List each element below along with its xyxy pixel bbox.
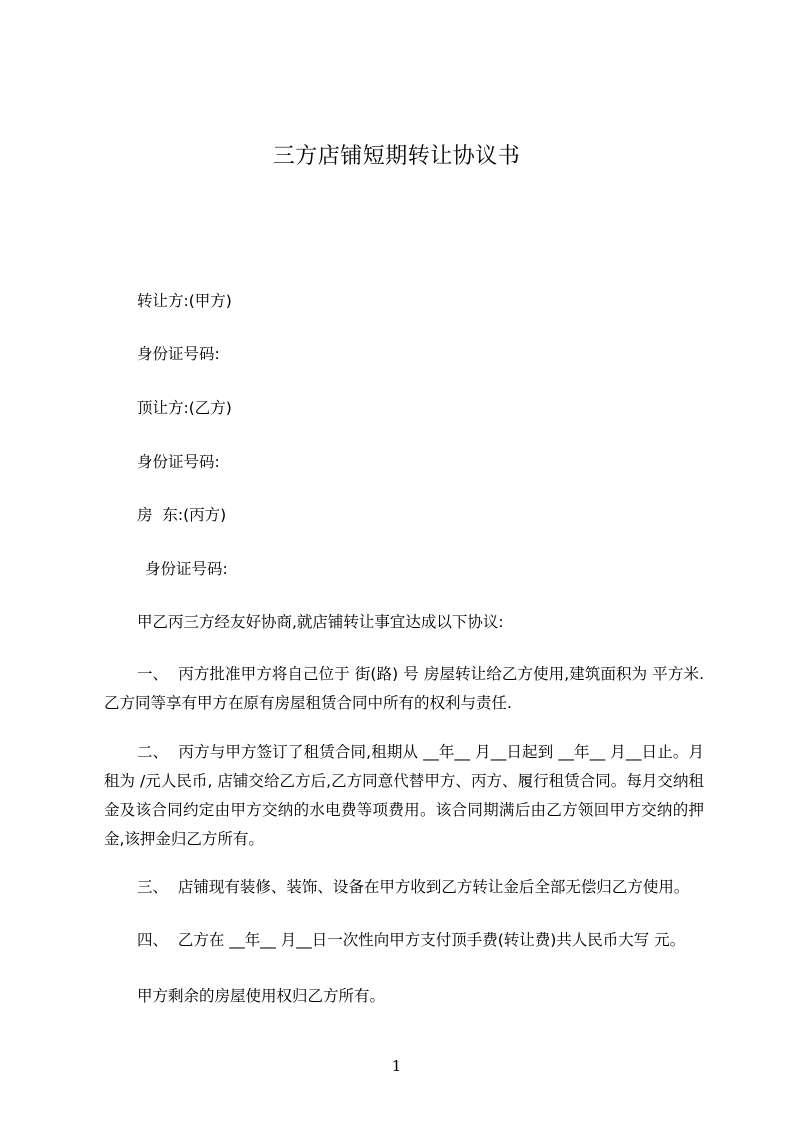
transferor-id-label: 身份证号码:: [137, 345, 220, 363]
clause-1: 一、 丙方批准甲方将自己位于 街(路) 号 房屋转让给乙方使用,建筑面积为 平方米.乙方同等享有甲方在原有房屋租赁合同中所有的权利与责任.: [104, 665, 704, 712]
document-title: 三方店铺短期转让协议书: [272, 144, 521, 169]
landlord-id-label: 身份证号码:: [145, 560, 228, 578]
landlord-label: 房 东:(丙方): [137, 506, 227, 524]
clause-4: 四、 乙方在 __年__ 月__日一次性向甲方支付顶手费(转让费)共人民币大写 元。: [137, 931, 686, 949]
page-number: 1: [391, 1057, 402, 1075]
closing-text: 甲方剩余的房屋使用权归乙方所有。: [137, 987, 386, 1005]
clause-3: 三、 店铺现有装修、装饰、设备在甲方收到乙方转让金后全部无偿归乙方使用。: [137, 878, 690, 896]
transferee-label: 顶让方:(乙方): [137, 399, 232, 417]
transferor-label: 转让方:(甲方): [137, 292, 232, 310]
transferee-id-label: 身份证号码:: [137, 453, 220, 471]
clause-2: 二、 丙方与甲方签订了租赁合同,租期从 __年__ 月__日起到 __年__ 月__日止。月租为 /元人民币, 店铺交给乙方后,乙方同意代替甲方、丙方、履行租赁合同。每月交纳租金及该合同约定由甲方交纳的水电费等项费用。该合同期满后由乙方领回甲方交纳的押金,该押金归乙方所有。: [104, 743, 704, 848]
preamble: 甲乙丙三方经友好协商,就店铺转让事宜达成以下协议:: [137, 613, 504, 631]
